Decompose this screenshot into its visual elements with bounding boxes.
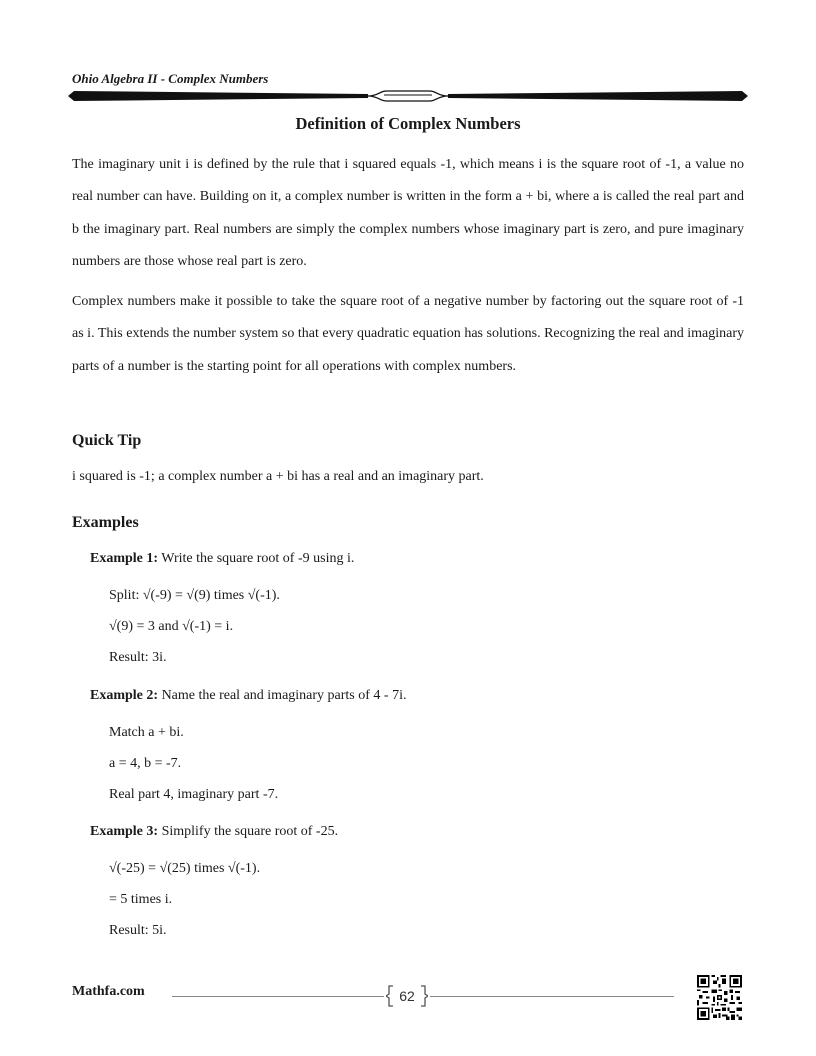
footer-rule-left bbox=[172, 996, 384, 997]
example-2-heading bbox=[90, 688, 406, 704]
example-prompt: Simplify the square root of -25. bbox=[158, 824, 339, 839]
example-1-step-1: Split: √(-9) = √(9) times √(-1). bbox=[109, 588, 280, 603]
example-prompt: Name the real and imaginary parts of 4 - 7i. bbox=[158, 688, 407, 703]
example-3-heading bbox=[90, 824, 338, 840]
footer-site-name: Mathfa.com bbox=[72, 984, 145, 999]
quick-tip-text: i squared is -1; a complex number a + bi has a real and an imaginary part. bbox=[72, 469, 484, 484]
example-2-step-1: Match a + bi. bbox=[109, 725, 184, 740]
page-number: 62 bbox=[399, 988, 415, 1004]
footer-rule-right bbox=[430, 996, 674, 997]
example-label: Example 2: bbox=[90, 688, 159, 703]
body-paragraph: Complex numbers make it possible to take the square root of a negative number by factoring out the square root of -1 as i. This extends the number system so that every quadratic equation has solutions. Recognizing the real and imaginary parts of a number is the starting point for all operations with complex numbers. bbox=[72, 294, 744, 374]
example-label: Example 1: bbox=[90, 551, 159, 566]
example-3-step-2: = 5 times i. bbox=[109, 892, 173, 907]
example-label: Example 3: bbox=[90, 824, 159, 839]
examples-heading: Examples bbox=[72, 514, 139, 531]
header-title: Ohio Algebra II - Complex Numbers bbox=[72, 71, 269, 86]
example-2-step-2: a = 4, b = -7. bbox=[109, 756, 182, 771]
example-2-step-3: Real part 4, imaginary part -7. bbox=[109, 787, 279, 802]
example-1-step-3: Result: 3i. bbox=[109, 650, 167, 665]
example-1-heading bbox=[90, 551, 354, 567]
quick-tip-heading: Quick Tip bbox=[72, 432, 142, 449]
intro-paragraph: The imaginary unit i is defined by the rule that i squared equals -1, which means i is the square root of -1, a value no real number can have. Building on it, a complex number is written in the form a + bi, where a is called the real part and b the imaginary part. Real numbers are simply the complex numbers whose imaginary part is zero, and pure imaginary numbers are those whose real part is zero. bbox=[72, 157, 744, 269]
page-title: Definition of Complex Numbers bbox=[295, 114, 521, 133]
example-1-step-2: √(9) = 3 and √(-1) = i. bbox=[109, 619, 234, 634]
header-ornament-rule bbox=[68, 88, 748, 104]
example-3-step-1: √(-25) = √(25) times √(-1). bbox=[109, 861, 261, 876]
example-prompt: Write the square root of -9 using i. bbox=[158, 551, 355, 566]
qr-code-icon bbox=[697, 975, 742, 1020]
example-3-step-3: Result: 5i. bbox=[109, 923, 167, 938]
